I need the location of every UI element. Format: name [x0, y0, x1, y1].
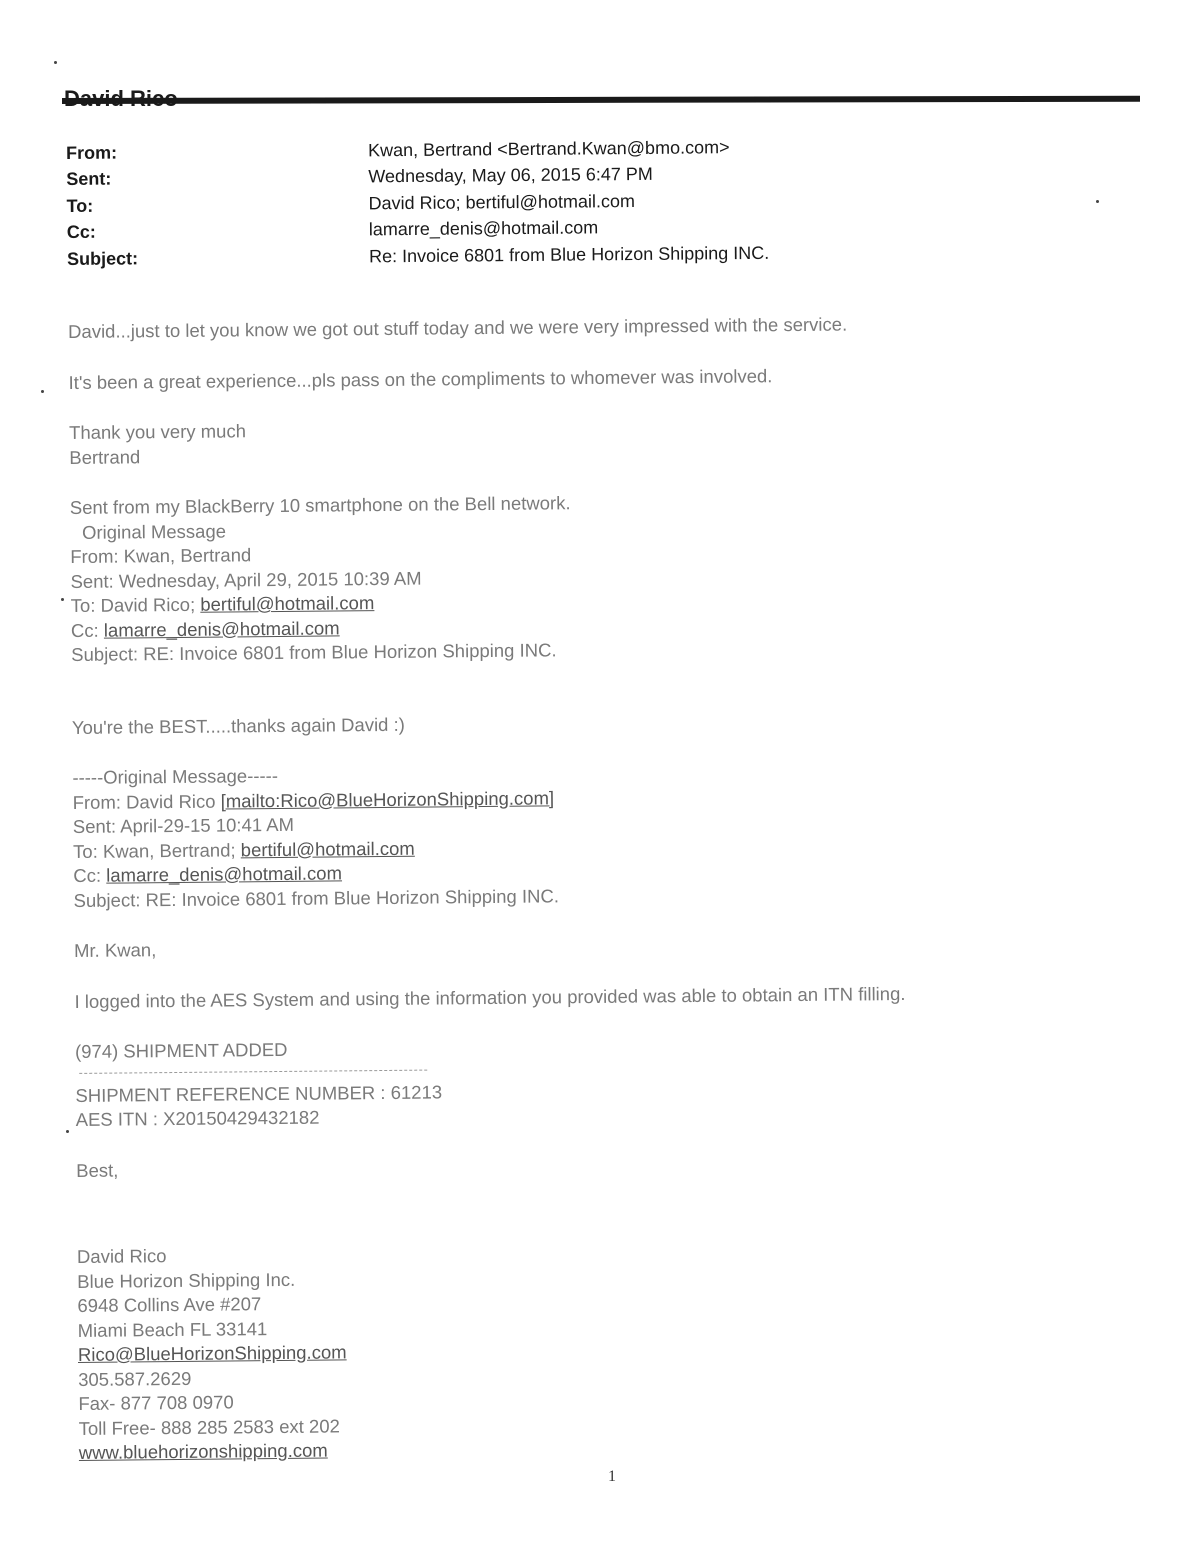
cc-label: Cc:	[66, 221, 96, 243]
subject-label: Subject:	[66, 248, 139, 269]
signature-fax: Fax- 877 708 0970	[78, 1391, 234, 1414]
email-link[interactable]: lamarre_denis@hotmail.com	[103, 616, 340, 641]
quoted-sent: Sent: April-29-15 10:41 AM	[72, 813, 295, 837]
message-signature: Bertrand	[69, 445, 141, 468]
mailto-link[interactable]: [mailto:Rico@BlueHorizonShipping.com]	[220, 786, 555, 812]
cc-value: lamarre_denis@hotmail.com	[368, 217, 599, 240]
from-label: From:	[66, 142, 118, 163]
email-body	[68, 310, 1139, 1466]
quoted-greeting: Mr. Kwan,	[73, 939, 157, 961]
email-header	[66, 131, 1067, 272]
signature-street: 6948 Collins Ave #207	[77, 1293, 262, 1316]
scan-speck	[41, 390, 44, 393]
quoted-subject: Subject: RE: Invoice 6801 from Blue Horizon Shipping INC.	[71, 639, 557, 665]
message-thanks: Thank you very much	[68, 420, 247, 443]
scan-speck	[1096, 200, 1099, 203]
sent-value: Wednesday, May 06, 2015 6:47 PM	[368, 164, 653, 187]
subject-value: Re: Invoice 6801 from Blue Horizon Shipping INC.	[368, 242, 770, 267]
quoted-from-prefix: From: David Rico	[72, 790, 221, 813]
original-message-heading: -----Original Message-----	[72, 765, 279, 788]
message-paragraph: David...just to let you know we got out stuff today and we were very impressed with the service.	[68, 313, 848, 342]
from-value: Kwan, Bertrand <Bertrand.Kwan@bmo.com>	[368, 136, 730, 161]
to-label: To:	[66, 195, 94, 216]
scan-speck	[54, 61, 57, 64]
quoted-from: From: Kwan, Bertrand	[70, 544, 252, 567]
email-link[interactable]: bertiful@hotmail.com	[200, 592, 375, 615]
quoted-sent: Sent: Wednesday, April 29, 2015 10:39 AM	[70, 567, 422, 592]
message-paragraph: It's been a great experience...pls pass on the compliments to whomever was involved.	[68, 364, 773, 393]
quoted-to-prefix: To: David Rico;	[70, 593, 201, 616]
header-divider	[62, 96, 1140, 104]
scan-speck	[66, 1130, 69, 1133]
shipment-added: (974) SHIPMENT ADDED	[74, 1038, 288, 1062]
signature-city: Miami Beach FL 33141	[77, 1317, 268, 1341]
page-number: 1	[608, 1468, 616, 1485]
quoted-body: You're the BEST.....thanks again David :)	[71, 713, 405, 738]
signature-email-link[interactable]: Rico@BlueHorizonShipping.com	[77, 1341, 347, 1365]
device-note: Sent from my BlackBerry 10 smartphone on the Bell network.	[69, 492, 571, 518]
quoted-cc-prefix: Cc:	[70, 619, 104, 641]
dashed-separator	[79, 1069, 427, 1073]
shipment-reference: SHIPMENT REFERENCE NUMBER : 61213	[75, 1080, 443, 1106]
sent-label: Sent:	[66, 168, 112, 190]
original-message-heading: Original Message	[81, 519, 227, 543]
signature-toll-free: Toll Free- 888 285 2583 ext 202	[78, 1414, 340, 1439]
quoted-to-prefix: To: Kwan, Bertrand;	[72, 838, 241, 862]
signature-name: David Rico	[76, 1245, 167, 1267]
signature-company: Blue Horizon Shipping Inc.	[77, 1268, 296, 1292]
scan-speck	[61, 598, 64, 601]
to-value: David Rico; bertiful@hotmail.com	[368, 190, 636, 214]
quoted-subject: Subject: RE: Invoice 6801 from Blue Horizon Shipping INC.	[73, 884, 560, 911]
quoted-cc-prefix: Cc:	[73, 864, 107, 886]
signature-phone: 305.587.2629	[78, 1367, 192, 1390]
email-link[interactable]: lamarre_denis@hotmail.com	[106, 862, 343, 886]
signature-website-link[interactable]: www.bluehorizonshipping.com	[78, 1439, 328, 1463]
quoted-closing: Best,	[76, 1159, 119, 1181]
quoted-body: I logged into the AES System and using the information you provided was able to obtain an ITN filling.	[74, 982, 906, 1012]
aes-itn: AES ITN : X20150429432182	[75, 1106, 320, 1130]
email-link[interactable]: bertiful@hotmail.com	[240, 837, 415, 860]
